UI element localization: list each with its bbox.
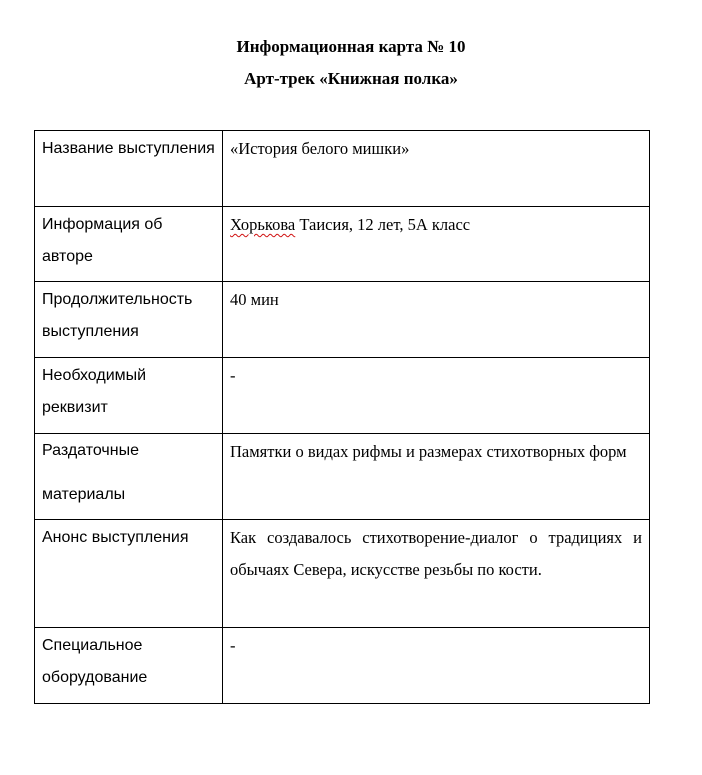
row-value-duration: 40 мин [223,282,650,358]
handouts-label-line-1: Раздаточные [42,442,139,459]
row-value-title: «История белого мишки» [223,131,650,207]
table-row [35,282,650,358]
row-label-duration: Продолжительность выступления [35,282,223,358]
table-row [35,520,650,628]
table-row [35,628,650,704]
table-row [35,131,650,207]
row-value-author [223,207,650,282]
author-details: Таисия, 12 лет, 5А класс [295,215,471,234]
author-surname: Хорькова [230,215,296,234]
handouts-label-line-2: материалы [42,486,126,503]
table-row [35,207,650,282]
row-label-title: Название выступления [35,131,223,207]
row-label-equipment: Специальное оборудование [35,628,223,704]
row-label-props: Необходимый реквизит [35,358,223,434]
table-row [35,358,650,434]
page-title: Информационная карта № 10 [236,37,466,56]
table-row [35,434,650,520]
row-value-props: - [223,358,650,434]
info-table [34,130,650,704]
row-value-announcement: Как создавалось стихотворение-диалог о традициях и обычаях Севера, искусстве резьбы по кости. [223,520,650,628]
row-value-equipment: - [223,628,650,704]
page-subtitle: Арт-трек «Книжная полка» [244,69,458,88]
row-label-announcement: Анонс выступления [35,520,223,628]
row-value-handouts: Памятки о видах рифмы и размерах стихотворных форм [223,434,650,520]
row-label-handouts [35,434,223,520]
row-label-author: Информация об авторе [35,207,223,282]
